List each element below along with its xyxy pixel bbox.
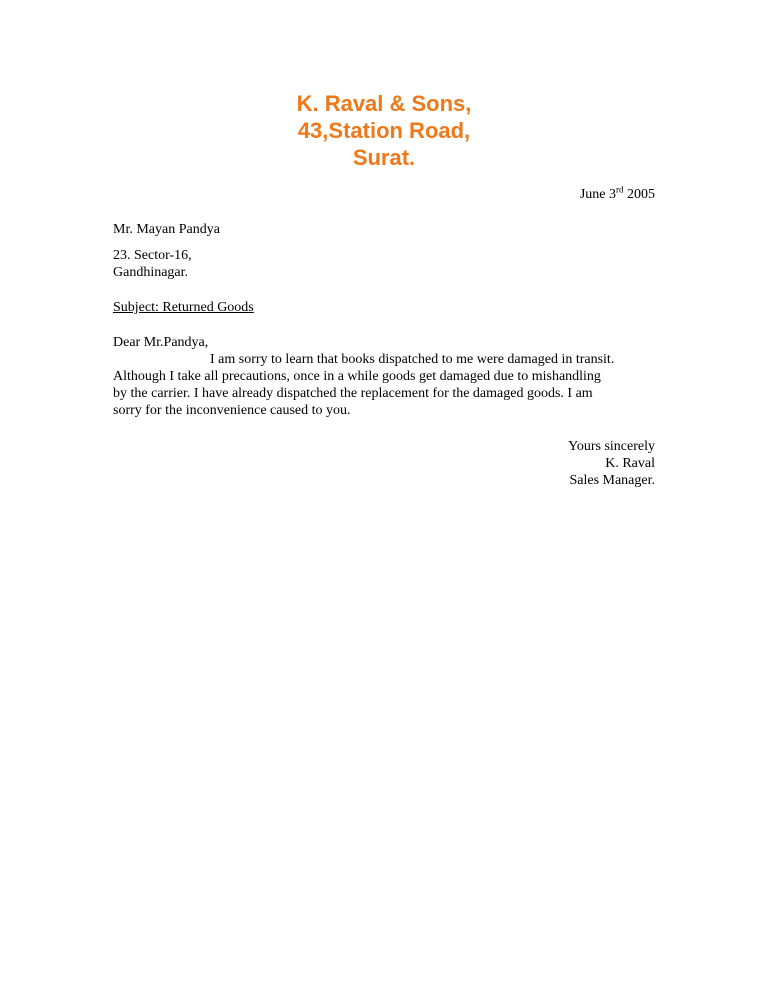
subject-text: Subject: Returned Goods xyxy=(113,300,254,315)
date-year: 2005 xyxy=(623,187,655,202)
company-name: K. Raval & Sons, xyxy=(296,91,472,116)
body-line-1: I am sorry to learn that books dispatched to me were damaged in transit. xyxy=(210,352,615,367)
valediction: Yours sincerely xyxy=(568,439,655,454)
recipient-name: Mr. Mayan Pandya xyxy=(113,222,220,237)
address-line-1: 23. Sector-16, xyxy=(113,248,192,263)
letterhead xyxy=(0,90,768,171)
subject-line xyxy=(113,299,254,316)
date-ordinal-suffix: rd xyxy=(616,184,624,195)
signer-title: Sales Manager. xyxy=(569,473,655,488)
closing-block xyxy=(568,438,655,489)
body-line-4: sorry for the inconvenience caused to you. xyxy=(113,403,351,418)
signer-name: K. Raval xyxy=(605,456,655,471)
address-line-2: Gandhinagar. xyxy=(113,265,189,280)
company-city: Surat. xyxy=(352,145,416,170)
body-line-3: by the carrier. I have already dispatched the replacement for the damaged goods. I am xyxy=(113,386,593,401)
salutation: Dear Mr.Pandya, xyxy=(113,335,209,350)
letter-body xyxy=(113,351,658,419)
letter-date xyxy=(580,186,655,203)
recipient-address xyxy=(113,247,192,281)
body-line-2: Although I take all precautions, once in a while goods get damaged due to mishandling xyxy=(113,369,601,384)
date-month-day: June 3 xyxy=(579,187,616,202)
company-street: 43,Station Road, xyxy=(297,118,471,143)
